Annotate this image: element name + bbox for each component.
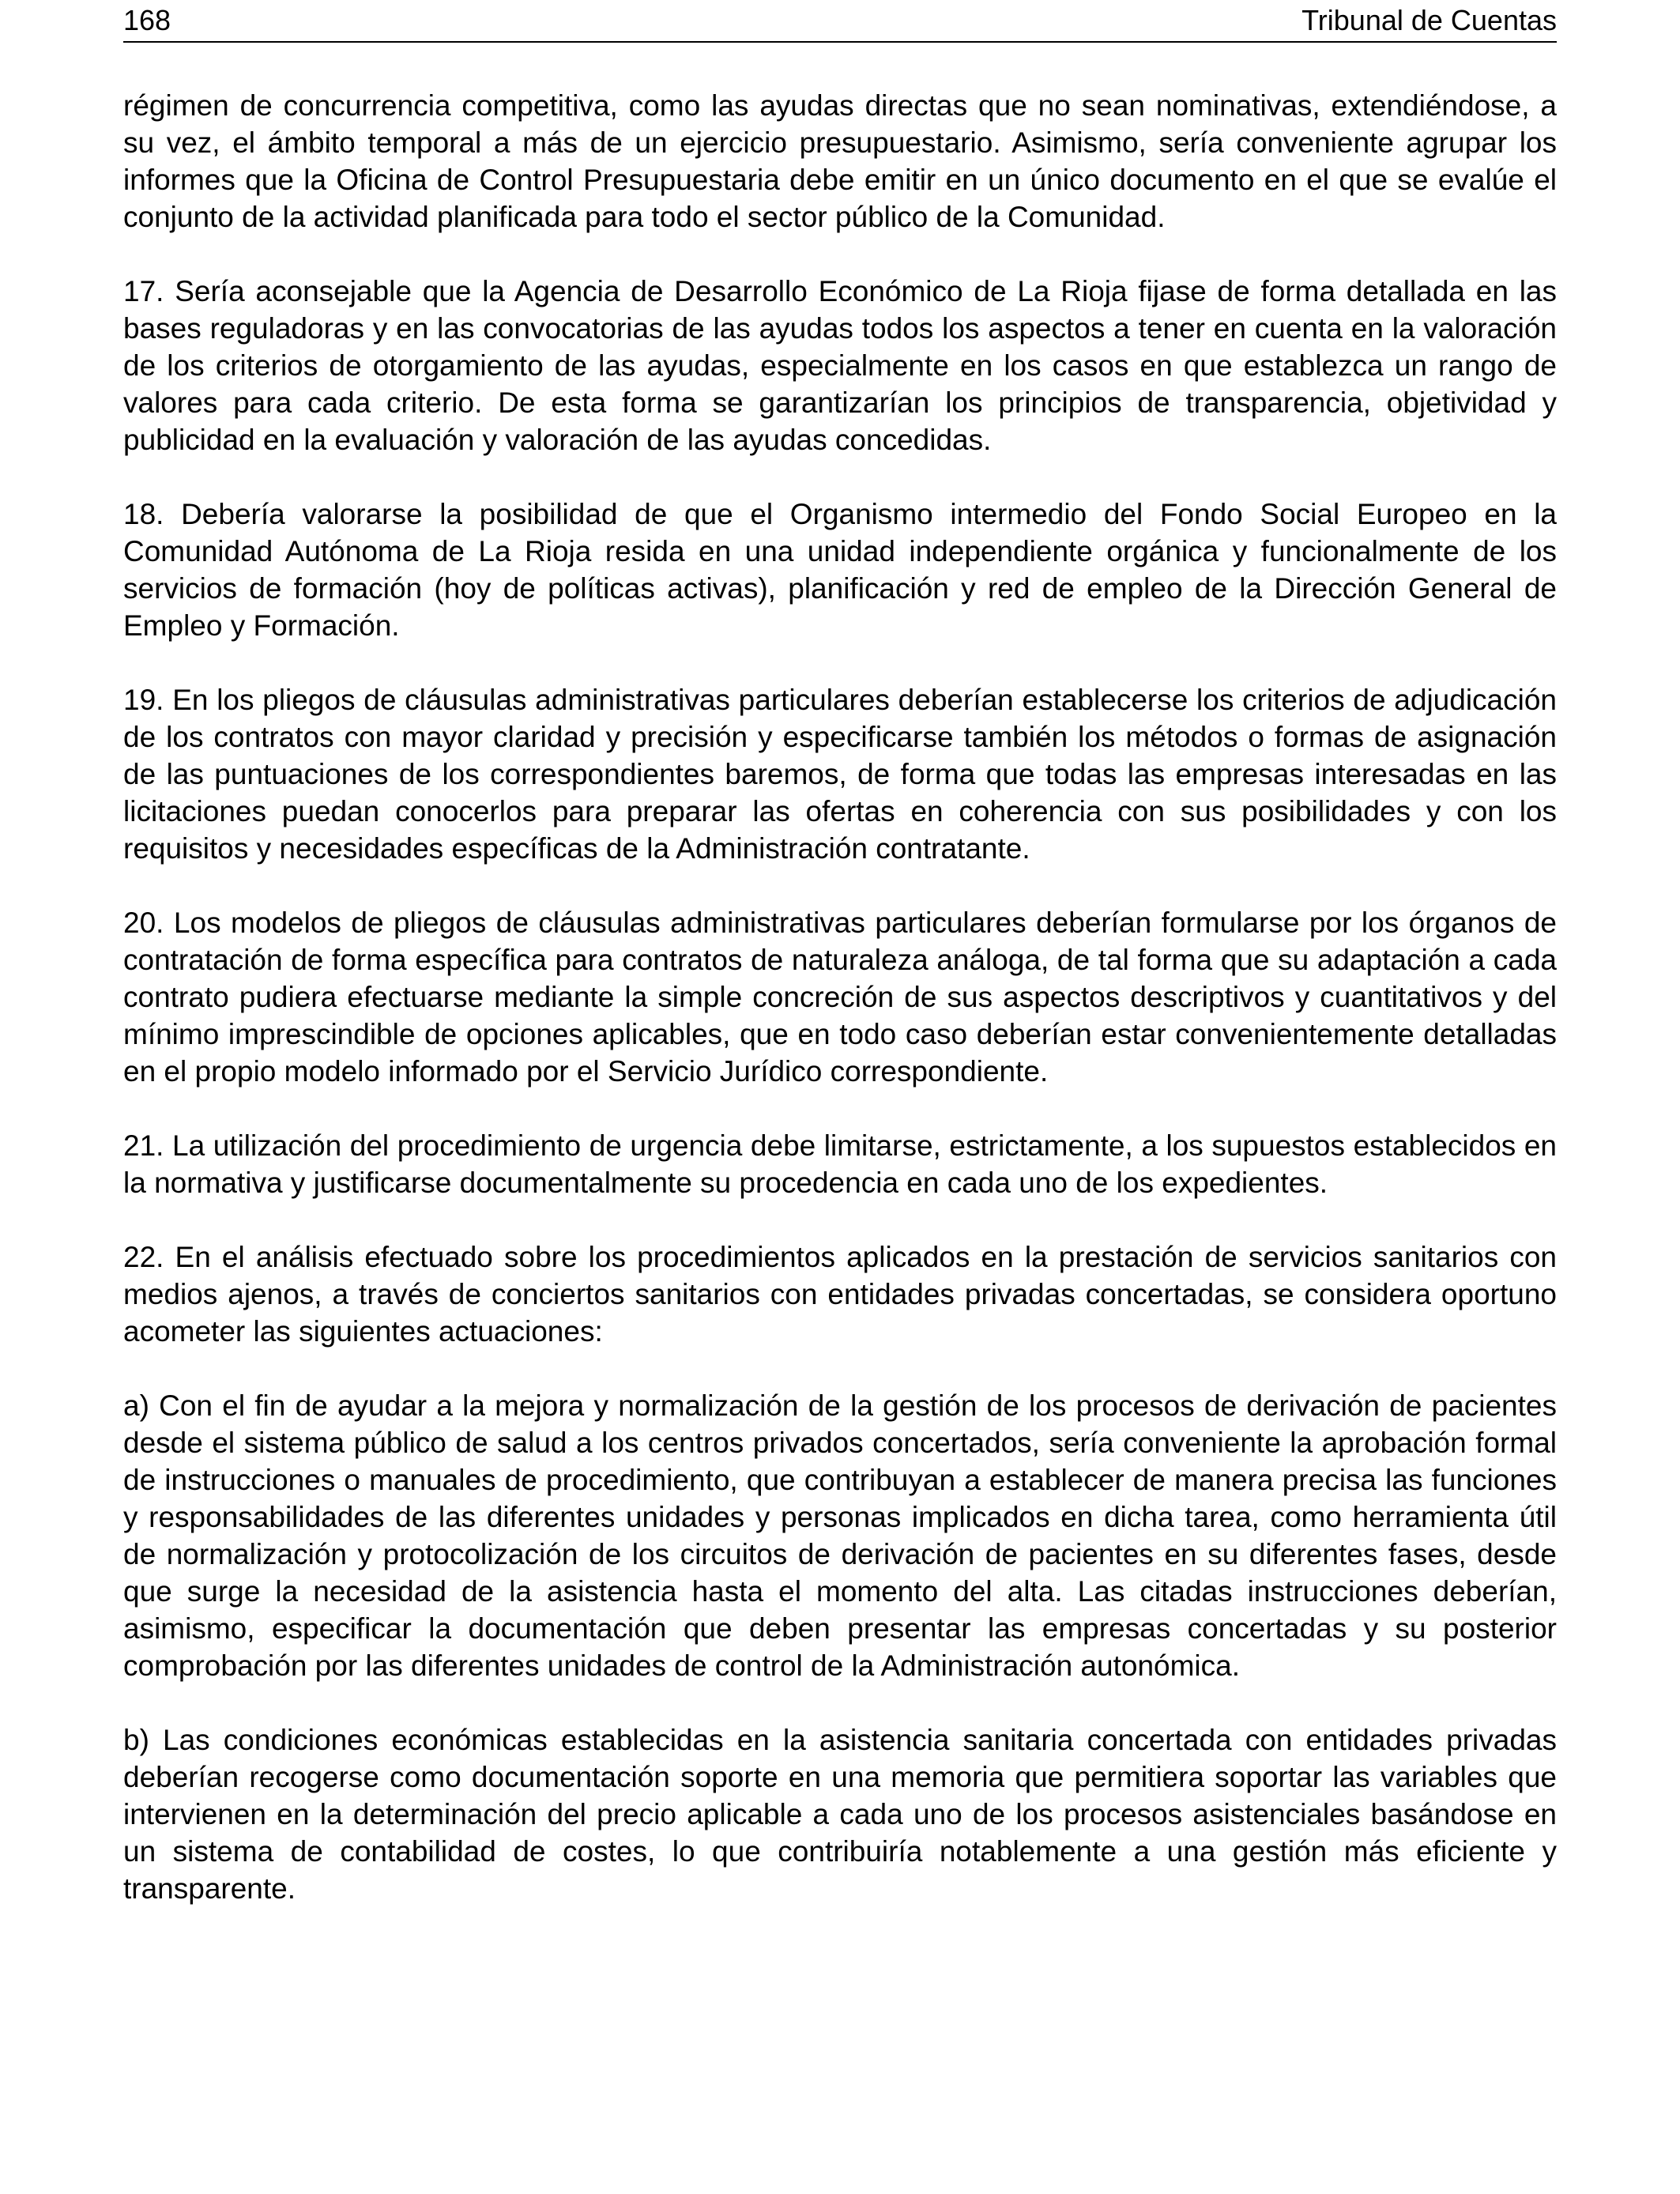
paragraph-continuation: régimen de concurrencia competitiva, como las ayudas directas que no sean nominativas, extendiéndose, a su vez, el ámbito temporal a más de un ejercicio presupuestario. Asimismo, sería conveniente agrupar los informes que la Oficina de Control Presupuestaria debe emitir en un único documento en el que se evalúe el conjunto de la actividad planificada para todo el sector público de la Comunidad. (123, 89, 1557, 233)
paragraph-22a: a) Con el fin de ayudar a la mejora y normalización de la gestión de los procesos de derivación de pacientes desde el sistema público de salud a los centros privados concertados, sería conveniente la aprobación formal de instrucciones o manuales de procedimiento, que contribuyan a establecer de manera precisa las funciones y responsabilidades de las diferentes unidades y personas implicados en dicha tarea, como herramienta útil de normalización y protocolización de los circuitos de derivación de pacientes en su diferentes fases, desde que surge la necesidad de la asistencia hasta el momento del alta. Las citadas instrucciones deberían, asimismo, especificar la documentación que deben presentar las empresas concertadas y su posterior comprobación por las diferentes unidades de control de la Administración autonómica. (123, 1389, 1557, 1682)
page-header (123, 0, 1557, 43)
document-page (123, 0, 1557, 1944)
paragraph-17: 17. Sería aconsejable que la Agencia de Desarrollo Económico de La Rioja fijase de forma detallada en las bases reguladoras y en las convocatorias de las ayudas todos los aspectos a tener en cuenta en la valoración de los criterios de otorgamiento de las ayudas, especialmente en los casos en que establezca un rango de valores para cada criterio. De esta forma se garantizarían los principios de transparencia, objetividad y publicidad en la evaluación y valoración de las ayudas concedidas. (123, 275, 1557, 456)
paragraph-19: 19. En los pliegos de cláusulas administrativas particulares deberían establecerse los criterios de adjudicación de los contratos con mayor claridad y precisión y especificarse también los métodos o formas de asignación de las puntuaciones de los correspondientes baremos, de forma que todas las empresas interesadas en las licitaciones puedan conocerlos para preparar las ofertas en coherencia con sus posibilidades y con los requisitos y necesidades específicas de la Administración contratante. (123, 684, 1557, 865)
page-number: 168 (123, 4, 171, 36)
paragraph-21: 21. La utilización del procedimiento de urgencia debe limitarse, estrictamente, a los supuestos establecidos en la normativa y justificarse documentalmente su procedencia en cada uno de los expedientes. (123, 1129, 1557, 1199)
paragraph-22b: b) Las condiciones económicas establecidas en la asistencia sanitaria concertada con entidades privadas deberían recogerse como documentación soporte en una memoria que permitiera soportar las variables que intervienen en la determinación del precio aplicable a cada uno de los procesos asistenciales basándose en un sistema de contabilidad de costes, lo que contribuiría notablemente a una gestión más eficiente y transparente. (123, 1724, 1557, 1905)
header-title: Tribunal de Cuentas (1301, 4, 1557, 36)
paragraph-22: 22. En el análisis efectuado sobre los procedimientos aplicados en la prestación de servicios sanitarios con medios ajenos, a través de conciertos sanitarios con entidades privadas concertadas, se considera oportuno acometer las siguientes actuaciones: (123, 1241, 1557, 1348)
paragraph-18: 18. Debería valorarse la posibilidad de que el Organismo intermedio del Fondo Social Europeo en la Comunidad Autónoma de La Rioja resida en una unidad independiente orgánica y funcionalmente de los servicios de formación (hoy de políticas activas), planificación y red de empleo de la Dirección General de Empleo y Formación. (123, 498, 1557, 642)
paragraph-20: 20. Los modelos de pliegos de cláusulas administrativas particulares deberían formularse por los órganos de contratación de forma específica para contratos de naturaleza análoga, de tal forma que su adaptación a cada contrato pudiera efectuarse mediante la simple concreción de sus aspectos descriptivos y cuantitativos y del mínimo imprescindible de opciones aplicables, que en todo caso deberían estar convenientemente detalladas en el propio modelo informado por el Servicio Jurídico correspondiente. (123, 907, 1557, 1088)
document-body (123, 87, 1557, 1907)
